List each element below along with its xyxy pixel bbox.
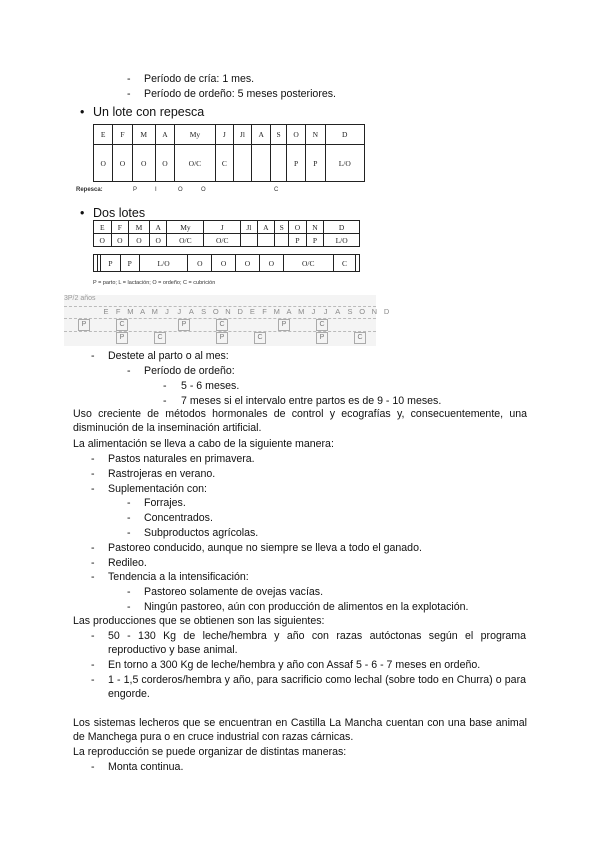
table-cell: D [324, 221, 360, 234]
faint-month: N [371, 307, 378, 316]
dash-marker: - [91, 350, 95, 362]
table-cell: A [251, 125, 270, 145]
list-item: 50 - 130 Kg de leche/hembra y año con razas autóctonas según el programa reproductivo y base animal. [108, 630, 526, 656]
list-item: Redileo. [108, 557, 147, 569]
faint-mark: P [216, 332, 228, 344]
list-item: Pastoreo solamente de ovejas vacías. [144, 586, 324, 598]
table-cell [275, 234, 289, 247]
table-cell: O [236, 255, 260, 272]
faint-month: M [151, 307, 158, 316]
dash-marker: - [127, 527, 131, 539]
table-cell: J [215, 125, 233, 145]
list-item: Pastoreo conducido, aunque no siempre se lleva a todo el ganado. [108, 542, 422, 554]
list-item: Pastos naturales en primavera. [108, 453, 255, 465]
calendar-table-two-lots-second [93, 254, 360, 272]
table-cell: O [94, 234, 112, 247]
paragraph: La reproducción se puede organizar de distintas maneras: [73, 746, 347, 758]
table-cell: P [101, 255, 120, 272]
faint-month: E [249, 307, 255, 316]
dash-marker: - [91, 659, 95, 671]
faint-month: N [225, 307, 231, 316]
paragraph: La alimentación se lleva a cabo de la siguiente manera: [73, 438, 334, 450]
faint-label: 3P/2 años [64, 295, 96, 302]
faint-month: F [115, 307, 121, 316]
table-cell: M [132, 125, 155, 145]
faint-month: A [188, 307, 194, 316]
table-cell: N [306, 221, 324, 234]
table-cell [241, 234, 257, 247]
faint-mark: C [116, 319, 128, 331]
list-item: Rastrojeras en verano. [108, 468, 216, 480]
faint-mark: C [316, 319, 328, 331]
faint-month: J [177, 307, 182, 316]
dash-marker: - [91, 674, 95, 686]
repesca-value: I [155, 187, 157, 193]
faint-mark: C [216, 319, 228, 331]
table-cell: O/C [167, 234, 204, 247]
table-cell: C [215, 145, 233, 182]
table-cell: J [204, 221, 241, 234]
faint-month: F [262, 307, 267, 316]
faint-mark: P [278, 319, 290, 331]
dash-marker: - [91, 571, 95, 583]
table-cell: O/C [204, 234, 241, 247]
table-cell: O [259, 255, 283, 272]
table-cell: L/O [325, 145, 364, 182]
table-cell: O [132, 145, 155, 182]
faint-month: A [286, 307, 292, 316]
table-cell: D [325, 125, 364, 145]
table-cell: P [306, 145, 325, 182]
repesca-value: O [201, 187, 206, 193]
table-cell: My [175, 125, 216, 145]
list-item: Período de cría: 1 mes. [144, 73, 255, 85]
faint-month: E [103, 307, 109, 316]
list-item: Forrajes. [144, 497, 186, 509]
faint-calendar-3p2 [64, 295, 390, 346]
table-cell: O [289, 221, 307, 234]
list-item: Suplementación con: [108, 483, 207, 495]
dash-marker: - [91, 453, 95, 465]
faint-month: J [311, 307, 316, 316]
dash-marker: - [127, 497, 131, 509]
dash-marker: - [91, 468, 95, 480]
table-cell: E [94, 125, 113, 145]
faint-month: J [165, 307, 169, 316]
faint-mark: C [154, 332, 166, 344]
repesca-value: P [133, 187, 138, 193]
repesca-value: C [274, 187, 279, 193]
dash-marker: - [91, 557, 95, 569]
dash-marker: - [163, 380, 167, 392]
table-cell: A [149, 221, 167, 234]
bullet-icon: • [80, 105, 85, 119]
table-cell: L/O [324, 234, 360, 247]
table-cell: A [257, 221, 275, 234]
faint-mark: P [316, 332, 328, 344]
table-cell: N [306, 125, 325, 145]
table-cell: P [289, 234, 307, 247]
faint-month: S [201, 307, 207, 316]
dash-marker: - [91, 761, 95, 773]
repesca-label: Repesca: [76, 187, 103, 193]
calendar-table-single-lot [93, 124, 365, 182]
list-item: Concentrados. [144, 512, 213, 524]
table-cell: O/C [175, 145, 216, 182]
list-item: 5 - 6 meses. [181, 380, 240, 392]
table-cell [233, 145, 251, 182]
table-cell: L/O [139, 255, 188, 272]
table-cell: O [212, 255, 236, 272]
table-cell: O [129, 234, 150, 247]
table-cell: Jl [233, 125, 251, 145]
section-heading: Dos lotes [93, 206, 146, 220]
dash-marker: - [127, 601, 131, 613]
table-cell: E [94, 221, 112, 234]
faint-mark: C [354, 332, 366, 344]
table-cell [271, 145, 287, 182]
table-cell: P [306, 234, 324, 247]
table-cell: F [111, 221, 129, 234]
list-item: 1 - 1,5 corderos/hembra y año, para sacrificio como lechal (sobre todo en Churra) o para engorde. [108, 674, 526, 700]
dash-marker: - [127, 586, 131, 598]
faint-mark: P [116, 332, 128, 344]
dash-marker: - [91, 630, 95, 642]
dash-marker: - [91, 483, 95, 495]
legend-text: P = parto; L = lactación; O = ordeño; C = cubrición [93, 280, 216, 286]
list-item: Subproductos agrícolas. [144, 527, 259, 539]
section-heading: Un lote con repesca [93, 105, 205, 119]
faint-month: M [298, 307, 305, 316]
faint-mark: P [178, 319, 190, 331]
faint-month: J [323, 307, 328, 316]
dash-marker: - [163, 395, 167, 407]
dash-marker: - [127, 365, 131, 377]
list-item: En torno a 300 Kg de leche/hembra y año con Assaf 5 - 6 - 7 meses en ordeño. [108, 659, 481, 671]
table-cell: O [113, 145, 132, 182]
list-item: Ningún pastoreo, aún con producción de alimentos en la explotación. [144, 601, 469, 613]
list-item: Monta continua. [108, 761, 184, 773]
table-cell: M [129, 221, 150, 234]
list-item: Destete al parto o al mes: [108, 350, 229, 362]
table-cell: My [167, 221, 204, 234]
faint-mark: P [78, 319, 90, 331]
dash-marker: - [127, 512, 131, 524]
table-cell: Jl [241, 221, 257, 234]
table-cell: P [286, 145, 305, 182]
table-cell: O [188, 255, 212, 272]
dash-marker: - [91, 542, 95, 554]
paragraph: Las producciones que se obtienen son las siguientes: [73, 615, 325, 627]
table-cell: S [271, 125, 287, 145]
list-item: Período de ordeño: 5 meses posteriores. [144, 88, 336, 100]
repesca-value: O [178, 187, 183, 193]
faint-month: D [383, 307, 390, 316]
faint-month: S [347, 307, 353, 316]
faint-month: O [359, 307, 366, 316]
paragraph: Los sistemas lecheros que se encuentran en Castilla La Mancha cuentan con una base animal de Manchega pura o en cruce industrial con razas cárnicas. [73, 717, 527, 743]
faint-month: O [212, 307, 219, 316]
table-cell: C [333, 255, 355, 272]
table-cell: S [275, 221, 289, 234]
faint-month: M [127, 307, 134, 316]
list-item: 7 meses si el intervalo entre partos es de 9 - 10 meses. [181, 395, 442, 407]
bullet-icon: • [80, 206, 85, 220]
table-cell: A [155, 125, 174, 145]
table-cell: O [155, 145, 174, 182]
faint-month: A [335, 307, 341, 316]
calendar-table-two-lots [93, 220, 360, 247]
faint-mark: C [254, 332, 266, 344]
table-cell [251, 145, 270, 182]
faint-month: M [273, 307, 280, 316]
table-cell: O/C [283, 255, 333, 272]
list-item: Tendencia a la intensificación: [108, 571, 249, 583]
dash-marker: - [127, 88, 131, 100]
faint-month: A [140, 307, 146, 316]
paragraph: Uso creciente de métodos hormonales de control y ecografías y, consecuentemente, una disminución de la inseminación artificial. [73, 408, 527, 434]
list-item: Período de ordeño: [144, 365, 235, 377]
table-cell [356, 255, 360, 272]
faint-month: D [237, 307, 243, 316]
dash-marker: - [127, 73, 131, 85]
table-cell: O [149, 234, 167, 247]
table-cell: F [113, 125, 132, 145]
table-cell: O [286, 125, 305, 145]
table-cell: O [94, 145, 113, 182]
table-cell: P [120, 255, 139, 272]
table-cell [257, 234, 275, 247]
table-cell: O [111, 234, 129, 247]
